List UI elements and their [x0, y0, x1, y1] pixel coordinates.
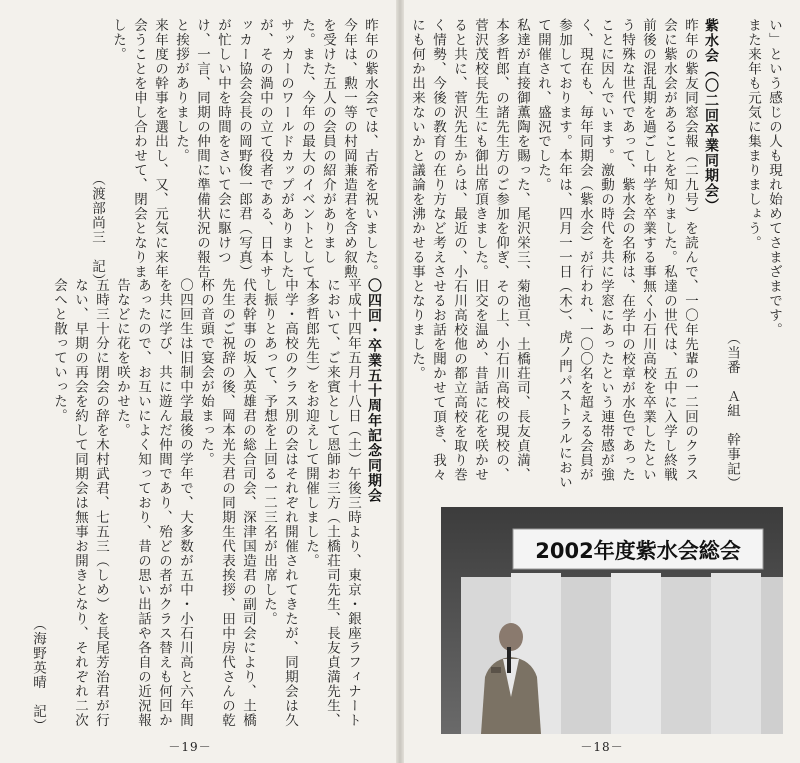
banner-text: 2002年度紫水会総会 [535, 539, 741, 563]
page-19 [0, 0, 396, 763]
event-photo [441, 507, 783, 734]
left-paragraph-3: 平成十四年五月十八日（土）午後三時より、東京・銀座ラフィナートにおいて、ご来賓として恩師お三方（土橋荘司先生、長友貞満先生、本多哲郎先生）をお迎えして開催しました。 [303, 278, 361, 728]
left-paragraph-7: 五時三十分に閉会の辞を木村武君、七五三（しめ）を長尾芳治君が行ない、早期の再会を約して同期会は無事お開きとなり、それぞれ二次会へと散っていった。 [51, 278, 109, 728]
photo-illustration [441, 507, 783, 734]
left-paragraph-2: 来年度の幹事を選出し、又、元気に来年会うことを申し合わせて、閉会となりました。 [110, 18, 168, 279]
intro-credit: （当番 Ａ組 幹事記） [724, 330, 740, 490]
section-heading-shisuikai: 紫水会（〇二回卒業同期会） [703, 18, 719, 213]
page-number-18: －18－ [580, 740, 624, 754]
intro-tail: い」という感じの人も現れ始めてさまざまです。 [766, 18, 782, 337]
section-heading-04-reunion: 〇四回・卒業五十周年記念同期会 [366, 278, 382, 503]
left-credit-1: （渡部尚三 記） [89, 172, 105, 288]
left-page-bottom-block [18, 278, 384, 733]
left-paragraph-1: 昨年の紫水会では、古希を祝いました。今年は、勲一等の村岡兼造君を含め叙勲を受けた五人の会員の紹介がありました。また、今年の最大のイベントとしてサッカーのワールドカップがありましたが、その渦中の立て役者である、日本サッカー協会会長の岡野俊一郎君（写真）が忙しい中を時間をさいて会に駆けつけ、一言、同期の仲間に準備状況の報告と挨拶がありました。 [173, 18, 378, 279]
intro-tail-2: また来年も元気に集まりましょう。 [745, 18, 761, 250]
page-number-19: －19－ [168, 740, 212, 754]
section-paragraph-2: 私達が直接御薫陶を賜った、尾沢栄三、菊池亘、土橋荘司、長友貞満、本多哲郎、の諸先生方のご参加を仰ぎ、その上、小石川高校の現校の、菅沢茂校長先生にも御出席頂きました。旧交を温め、昔話に花を咲かせると共に、菅沢先生からは、最近の、小石川高校他の都立高校を取り巻く情勢、今後の教育の在り方など考えさせるお話を聞かせて頂き、我々にも何か出来ないかと議論を沸かせる事となりました。 [409, 18, 530, 482]
left-paragraph-4: 中学・高校のクラス別の会はそれぞれ開催されてきたが、同期会は久し振りとあって、予想を上回る一二三名が出席した。 [261, 278, 298, 728]
right-page-top-block [409, 18, 784, 490]
binding-gutter [396, 0, 404, 763]
left-paragraph-6: 〇四回生は旧制中学最後の学年で、大多数が五中・小石川高と六年間を共に学び、共に遊んだ仲間であり、殆どの者がクラス替えも何回かあったので、お互いによく知っており、昔の思い出話や各自の近況報告などに花を咲かせた。 [114, 278, 193, 728]
left-page-top-block [88, 18, 380, 288]
left-credit-2: （海野英晴 記） [30, 617, 46, 733]
section-paragraph-1: 昨年の紫友同窓会報（二九号）を読んで、一〇年先輩の一二回のクラス会に紫水会があることを知りました。私達の世代は、五中に入学し終戦前後の混乱期を過ごし中学を卒業する事無く小石川高校を卒業したという特殊な世代であって、紫水会の名称は、在学中の校章が水色であったことに因んでいます。激動の時代を共に学窓にあったという連帯感が強く、現在も、毎年同期会（紫水会）が行われ、一〇〇名を超える会員が参加しております。本年は、四月一一日（木）、虎ノ門パストラルにおいて開催され、盛況でした。 [535, 18, 698, 490]
left-paragraph-5: 代表幹事の坂入英雄君の総合司会、深津国造君の副司会により、土橋先生のご祝辞の後、岡本光夫君の同期生代表挨拶、田中房代さんの乾杯の音頭で宴会が始まった。 [198, 278, 256, 728]
